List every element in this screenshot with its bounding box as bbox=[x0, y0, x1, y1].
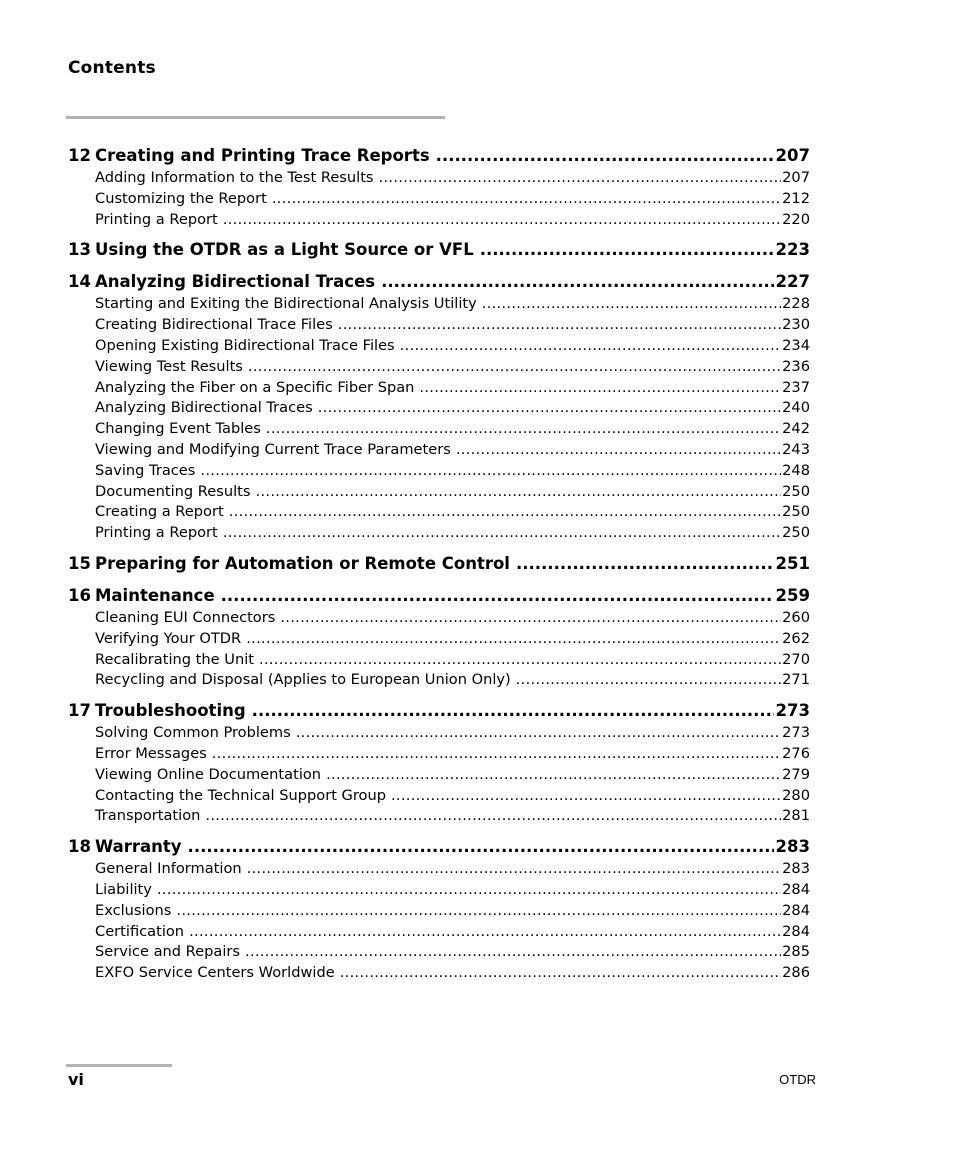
toc-section-entry[interactable] bbox=[68, 441, 810, 462]
toc-section-entry[interactable] bbox=[68, 211, 810, 232]
toc-section-entry[interactable] bbox=[68, 964, 810, 985]
dot-leader bbox=[456, 441, 781, 458]
page-title: Contents bbox=[68, 58, 156, 78]
section-page-number: 276 bbox=[782, 744, 810, 762]
toc-section-entry[interactable] bbox=[68, 190, 810, 211]
section-page-number: 237 bbox=[782, 378, 810, 396]
chapter-page-number: 227 bbox=[775, 272, 810, 292]
dot-leader bbox=[436, 146, 774, 165]
section-title: Transportation bbox=[95, 807, 201, 825]
chapter-number: 15 bbox=[68, 553, 91, 573]
toc-section-entry[interactable] bbox=[68, 651, 810, 672]
toc-section-entry[interactable] bbox=[68, 316, 810, 337]
section-title: Changing Event Tables bbox=[95, 420, 261, 438]
product-name: OTDR bbox=[779, 1072, 816, 1087]
toc-section-entry[interactable] bbox=[68, 923, 810, 944]
section-title: EXFO Service Centers Worldwide bbox=[95, 964, 335, 982]
dot-leader bbox=[259, 651, 781, 668]
section-title: Customizing the Report bbox=[95, 189, 267, 207]
section-page-number: 279 bbox=[782, 765, 810, 783]
dot-leader bbox=[379, 169, 782, 186]
dot-leader bbox=[229, 503, 781, 520]
section-page-number: 228 bbox=[782, 295, 810, 313]
toc-chapter-entry[interactable] bbox=[68, 837, 810, 860]
dot-leader bbox=[266, 420, 781, 437]
dot-leader bbox=[248, 358, 781, 375]
section-page-number: 242 bbox=[782, 420, 810, 438]
toc-chapter-block bbox=[68, 837, 810, 985]
section-title: Recycling and Disposal (Applies to European Union Only) bbox=[95, 671, 511, 689]
toc-section-entry[interactable] bbox=[68, 860, 810, 881]
chapter-title: Preparing for Automation or Remote Control bbox=[95, 553, 510, 573]
dot-leader bbox=[252, 701, 774, 720]
toc-section-entry[interactable] bbox=[68, 358, 810, 379]
section-title: Printing a Report bbox=[95, 524, 218, 542]
section-title: Opening Existing Bidirectional Trace Files bbox=[95, 336, 395, 354]
toc-section-entry[interactable] bbox=[68, 462, 810, 483]
section-title: Starting and Exiting the Bidirectional Analysis Utility bbox=[95, 295, 477, 313]
chapter-title: Creating and Printing Trace Reports bbox=[95, 146, 430, 165]
dot-leader bbox=[246, 630, 781, 647]
chapter-page-number: 273 bbox=[775, 701, 810, 721]
toc-section-entry[interactable] bbox=[68, 766, 810, 787]
section-page-number: 212 bbox=[782, 189, 810, 207]
dot-leader bbox=[400, 337, 781, 354]
toc-section-entry[interactable] bbox=[68, 671, 810, 692]
section-title: Viewing Test Results bbox=[95, 357, 243, 375]
section-page-number: 283 bbox=[782, 860, 810, 878]
toc-chapter-entry[interactable] bbox=[68, 554, 810, 577]
section-page-number: 281 bbox=[782, 807, 810, 825]
toc-chapter-entry[interactable] bbox=[68, 146, 810, 169]
chapter-page-number: 223 bbox=[775, 240, 810, 260]
toc-section-entry[interactable] bbox=[68, 902, 810, 923]
toc-section-entry[interactable] bbox=[68, 295, 810, 316]
chapter-number: 13 bbox=[68, 240, 91, 260]
section-title: Creating Bidirectional Trace Files bbox=[95, 316, 333, 334]
dot-leader bbox=[272, 190, 781, 207]
section-page-number: 284 bbox=[782, 880, 810, 898]
dot-leader bbox=[340, 964, 781, 981]
toc-section-entry[interactable] bbox=[68, 630, 810, 651]
header-divider bbox=[66, 116, 445, 119]
section-page-number: 284 bbox=[782, 901, 810, 919]
section-title: General Information bbox=[95, 860, 242, 878]
section-page-number: 248 bbox=[782, 461, 810, 479]
section-title: Cleaning EUI Connectors bbox=[95, 608, 276, 626]
chapter-page-number: 207 bbox=[775, 146, 810, 165]
toc-section-entry[interactable] bbox=[68, 807, 810, 828]
chapter-title: Analyzing Bidirectional Traces bbox=[95, 272, 376, 292]
section-page-number: 250 bbox=[782, 524, 810, 542]
chapter-number: 14 bbox=[68, 272, 91, 292]
section-page-number: 270 bbox=[782, 650, 810, 668]
section-title: Verifying Your OTDR bbox=[95, 629, 242, 647]
section-page-number: 284 bbox=[782, 922, 810, 940]
section-title: Contacting the Technical Support Group bbox=[95, 786, 386, 804]
section-title: Viewing Online Documentation bbox=[95, 765, 322, 783]
chapter-page-number: 259 bbox=[775, 585, 810, 605]
dot-leader bbox=[482, 295, 781, 312]
toc-section-entry[interactable] bbox=[68, 337, 810, 358]
section-page-number: 234 bbox=[782, 336, 810, 354]
toc-section-entry[interactable] bbox=[68, 745, 810, 766]
toc-section-entry[interactable] bbox=[68, 881, 810, 902]
toc-chapter-entry[interactable] bbox=[68, 272, 810, 295]
section-page-number: 243 bbox=[782, 440, 810, 458]
toc-chapter-block bbox=[68, 146, 810, 231]
chapter-title: Warranty bbox=[95, 837, 182, 857]
section-page-number: 250 bbox=[782, 482, 810, 500]
dot-leader bbox=[245, 943, 781, 960]
section-title: Solving Common Problems bbox=[95, 724, 291, 742]
section-page-number: 220 bbox=[782, 210, 810, 228]
section-page-number: 240 bbox=[782, 399, 810, 417]
toc-chapter-block bbox=[68, 240, 810, 263]
dot-leader bbox=[157, 881, 781, 898]
section-title: Certification bbox=[95, 922, 185, 940]
section-title: Analyzing the Fiber on a Specific Fiber Span bbox=[95, 378, 415, 396]
chapter-title: Troubleshooting bbox=[95, 701, 246, 721]
section-title: Saving Traces bbox=[95, 461, 196, 479]
toc-section-entry[interactable] bbox=[68, 943, 810, 964]
dot-leader bbox=[480, 240, 774, 259]
chapter-number: 17 bbox=[68, 701, 91, 721]
section-page-number: 236 bbox=[782, 357, 810, 375]
footer-divider bbox=[66, 1064, 172, 1067]
chapter-page-number: 283 bbox=[775, 837, 810, 857]
toc-section-entry[interactable] bbox=[68, 399, 810, 420]
dot-leader bbox=[326, 766, 781, 783]
section-title: Exclusions bbox=[95, 901, 172, 919]
dot-leader bbox=[223, 211, 781, 228]
section-page-number: 273 bbox=[782, 724, 810, 742]
dot-leader bbox=[419, 379, 781, 396]
toc-section-entry[interactable] bbox=[68, 420, 810, 441]
dot-leader bbox=[516, 671, 781, 688]
toc-chapter-block bbox=[68, 554, 810, 577]
toc-chapter-block bbox=[68, 272, 810, 545]
section-title: Adding Information to the Test Results bbox=[95, 169, 374, 186]
chapter-title: Using the OTDR as a Light Source or VFL bbox=[95, 240, 474, 260]
section-page-number: 271 bbox=[782, 671, 810, 689]
page-number: vi bbox=[68, 1070, 84, 1089]
section-title: Documenting Results bbox=[95, 482, 251, 500]
section-page-number: 286 bbox=[782, 964, 810, 982]
section-title: Error Messages bbox=[95, 744, 207, 762]
section-title: Analyzing Bidirectional Traces bbox=[95, 399, 313, 417]
section-page-number: 260 bbox=[782, 608, 810, 626]
section-page-number: 280 bbox=[782, 786, 810, 804]
toc-section-entry[interactable] bbox=[68, 169, 810, 190]
section-title: Viewing and Modifying Current Trace Parameters bbox=[95, 440, 451, 458]
toc-chapter-entry[interactable] bbox=[68, 701, 810, 724]
dot-leader bbox=[391, 787, 781, 804]
section-page-number: 250 bbox=[782, 503, 810, 521]
chapter-number: 18 bbox=[68, 837, 91, 857]
toc-section-entry[interactable] bbox=[68, 609, 810, 630]
dot-leader bbox=[189, 923, 781, 940]
toc-section-entry[interactable] bbox=[68, 524, 810, 545]
section-title: Liability bbox=[95, 880, 152, 898]
section-title: Recalibrating the Unit bbox=[95, 650, 254, 668]
toc-section-entry[interactable] bbox=[68, 483, 810, 504]
toc-chapter-entry[interactable] bbox=[68, 586, 810, 609]
section-title: Printing a Report bbox=[95, 210, 218, 228]
section-page-number: 262 bbox=[782, 629, 810, 647]
dot-leader bbox=[280, 609, 781, 626]
dot-leader bbox=[256, 483, 782, 500]
chapter-title: Maintenance bbox=[95, 585, 215, 605]
dot-leader bbox=[223, 524, 781, 541]
dot-leader bbox=[338, 316, 781, 333]
dot-leader bbox=[516, 554, 774, 573]
dot-leader bbox=[221, 586, 774, 605]
section-page-number: 207 bbox=[782, 169, 810, 186]
dot-leader bbox=[205, 807, 781, 824]
toc-section-entry[interactable] bbox=[68, 724, 810, 745]
toc-chapter-block bbox=[68, 586, 810, 692]
toc-section-entry[interactable] bbox=[68, 379, 810, 400]
section-title: Service and Repairs bbox=[95, 943, 240, 961]
dot-leader bbox=[212, 745, 781, 762]
section-page-number: 230 bbox=[782, 316, 810, 334]
chapter-number: 12 bbox=[68, 146, 91, 165]
table-of-contents bbox=[68, 146, 810, 994]
dot-leader bbox=[247, 860, 782, 877]
chapter-number: 16 bbox=[68, 585, 91, 605]
toc-section-entry[interactable] bbox=[68, 787, 810, 808]
dot-leader bbox=[318, 399, 781, 416]
dot-leader bbox=[381, 272, 773, 291]
toc-section-entry[interactable] bbox=[68, 503, 810, 524]
dot-leader bbox=[200, 462, 781, 479]
dot-leader bbox=[188, 837, 774, 856]
dot-leader bbox=[296, 724, 781, 741]
toc-chapter-entry[interactable] bbox=[68, 240, 810, 263]
chapter-page-number: 251 bbox=[775, 553, 810, 573]
toc-chapter-block bbox=[68, 701, 810, 828]
section-title: Creating a Report bbox=[95, 503, 224, 521]
dot-leader bbox=[176, 902, 781, 919]
section-page-number: 285 bbox=[782, 943, 810, 961]
